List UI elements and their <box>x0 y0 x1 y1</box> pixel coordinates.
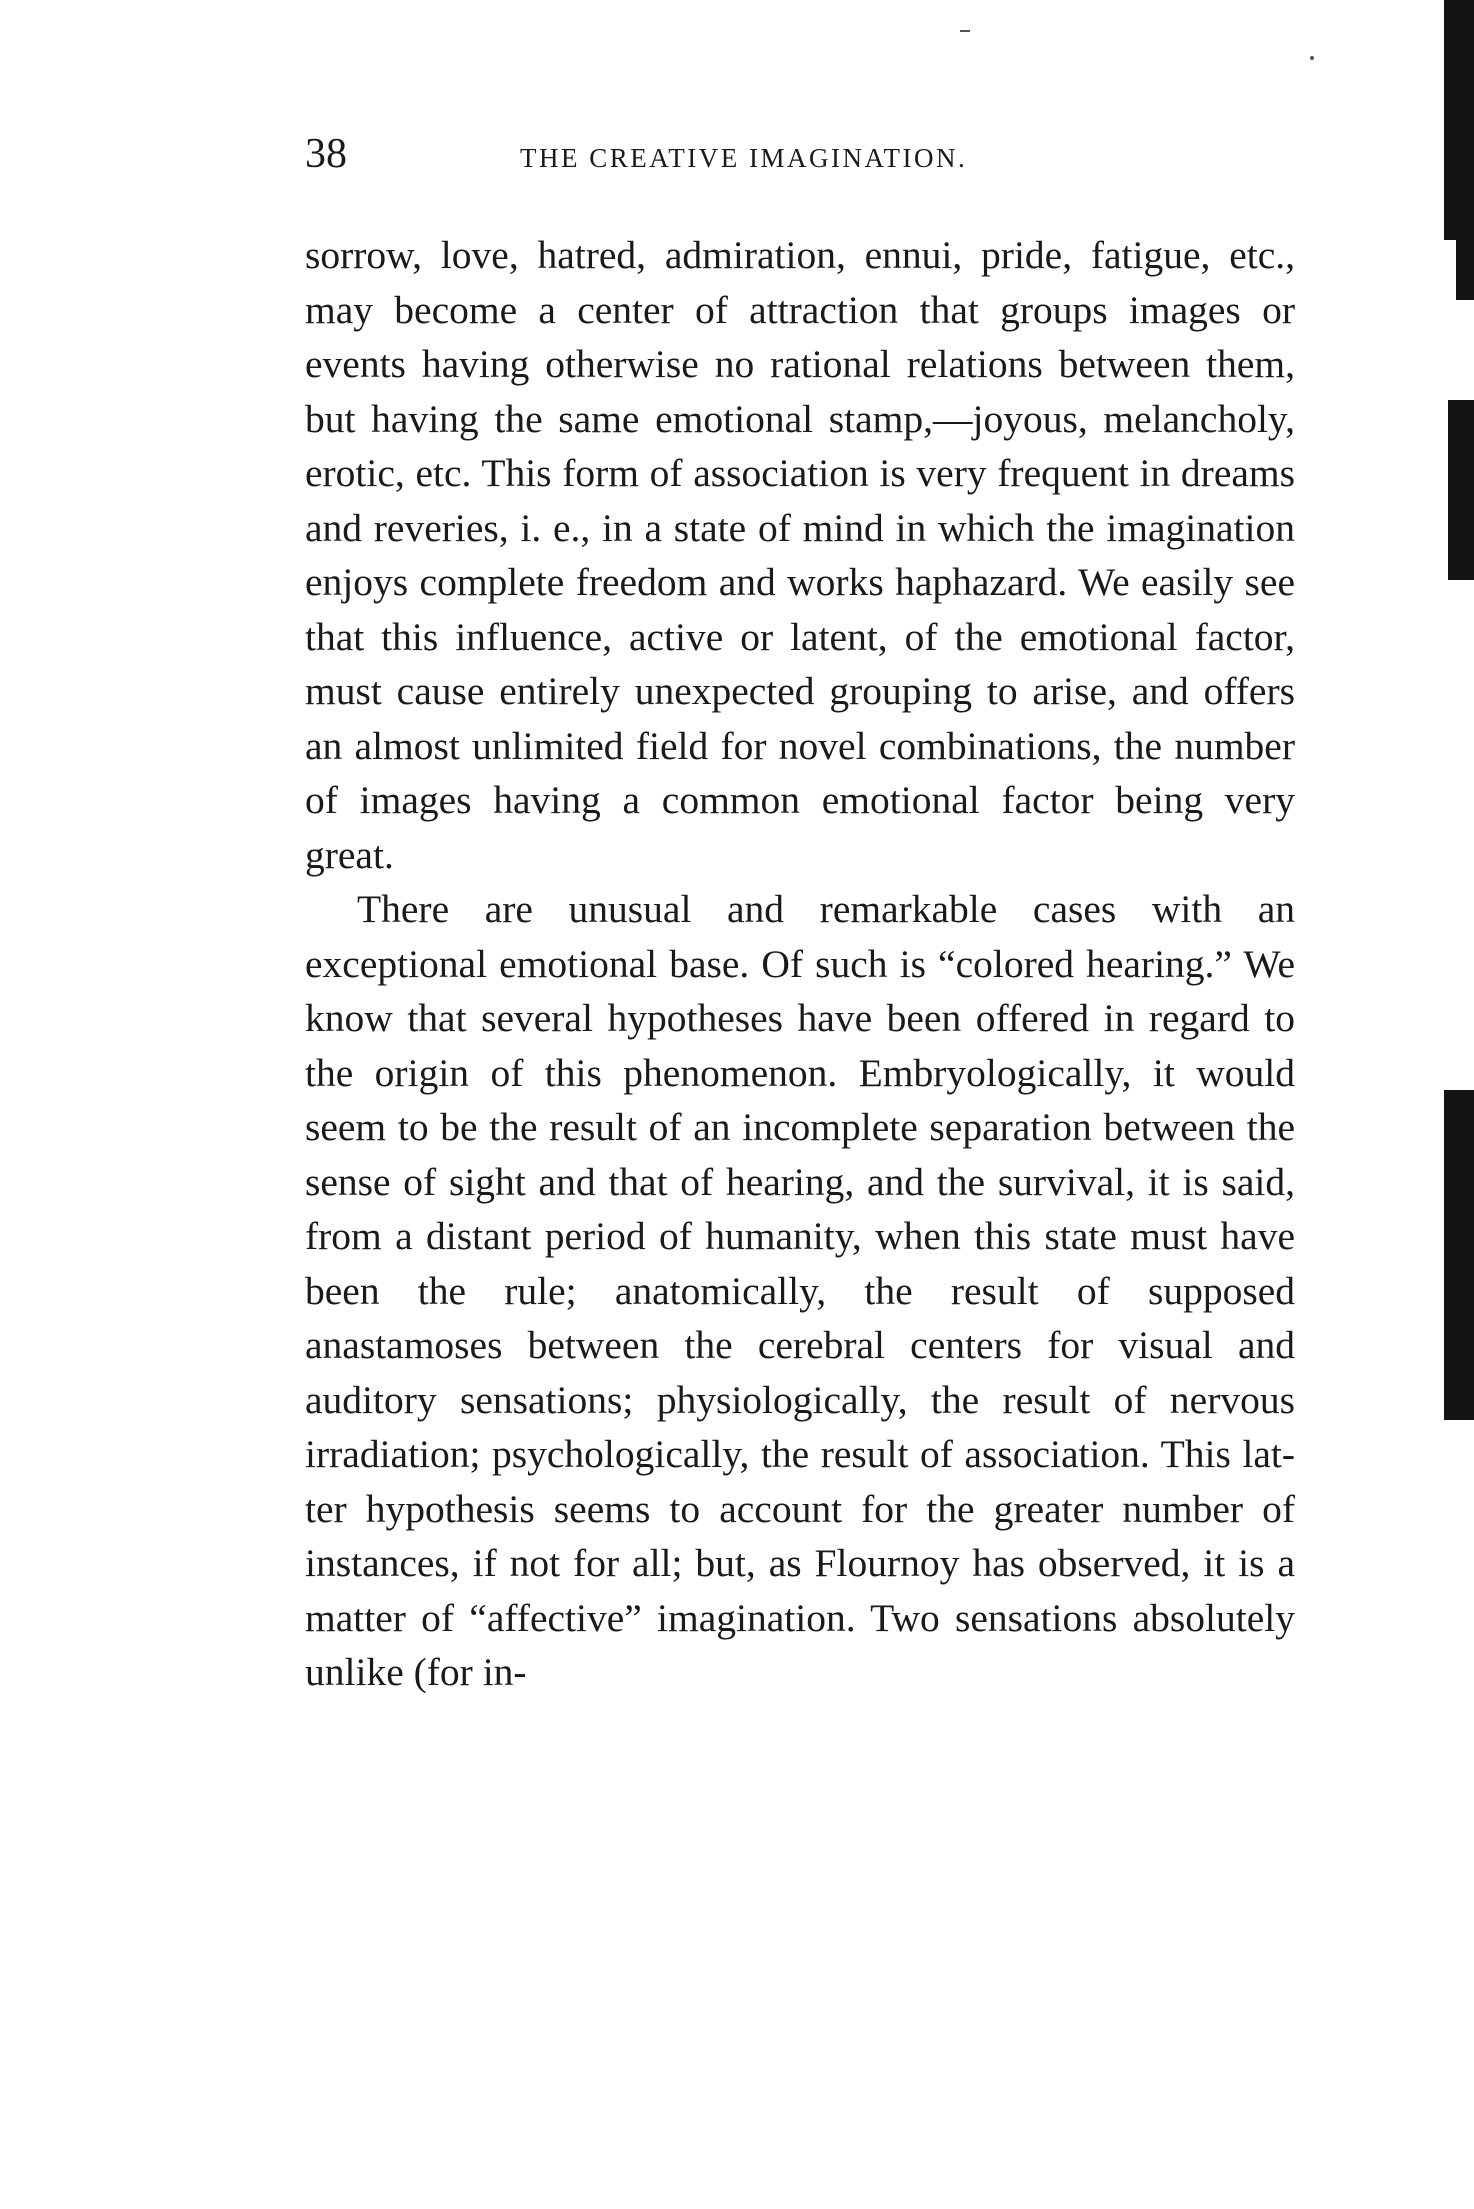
paragraph-1: sorrow, love, hatred, admiration, ennui, pride, fatigue, etc., may become a center of attraction that groups images or events having otherwise no rational relations between them, but having the same emotional stamp,—joyous, melancholy, erotic, etc. This form of association is very frequent in dreams and reveries, i. e., in a state of mind in which the imagination enjoys complete freedom and works haphazard. We easily see that this influence, active or latent, of the emotional factor, must cause entirely unexpected grouping to arise, and offers an almost unlimited field for novel combinations, the number of images having a common emotional factor being very great. <box>305 233 1295 877</box>
body-text <box>305 228 1295 1700</box>
scan-speck <box>1310 56 1314 60</box>
running-head: THE CREATIVE IMAGINATION. <box>520 143 968 173</box>
binding-shadow <box>1430 0 1474 2209</box>
page-header <box>305 130 1295 190</box>
scan-speck <box>960 30 970 32</box>
page-number: 38 <box>305 131 347 177</box>
paragraph-2: There are unusual and remarkable cases with an exceptional emotional base. Of such is “colored hearing.” We know that several hypotheses have been offered in regard to the origin of this phenomenon. Embryologically, it would seem to be the result of an incomplete separation between the sense of sight and that of hearing, and the survival, it is said, from a distant period of humanity, when this state must have been the rule; anatomically, the result of supposed anastamoses between the cerebral centers for visual and auditory sensations; physiologically, the result of nervous irradiation; psychologically, the result of association. This latter hypothesis seems to account for the greater number of instances, if not for all; but, as Flournoy has observed, it is a matter of “affective” imagination. Two sensations absolutely unlike (for in- <box>305 887 1295 1694</box>
